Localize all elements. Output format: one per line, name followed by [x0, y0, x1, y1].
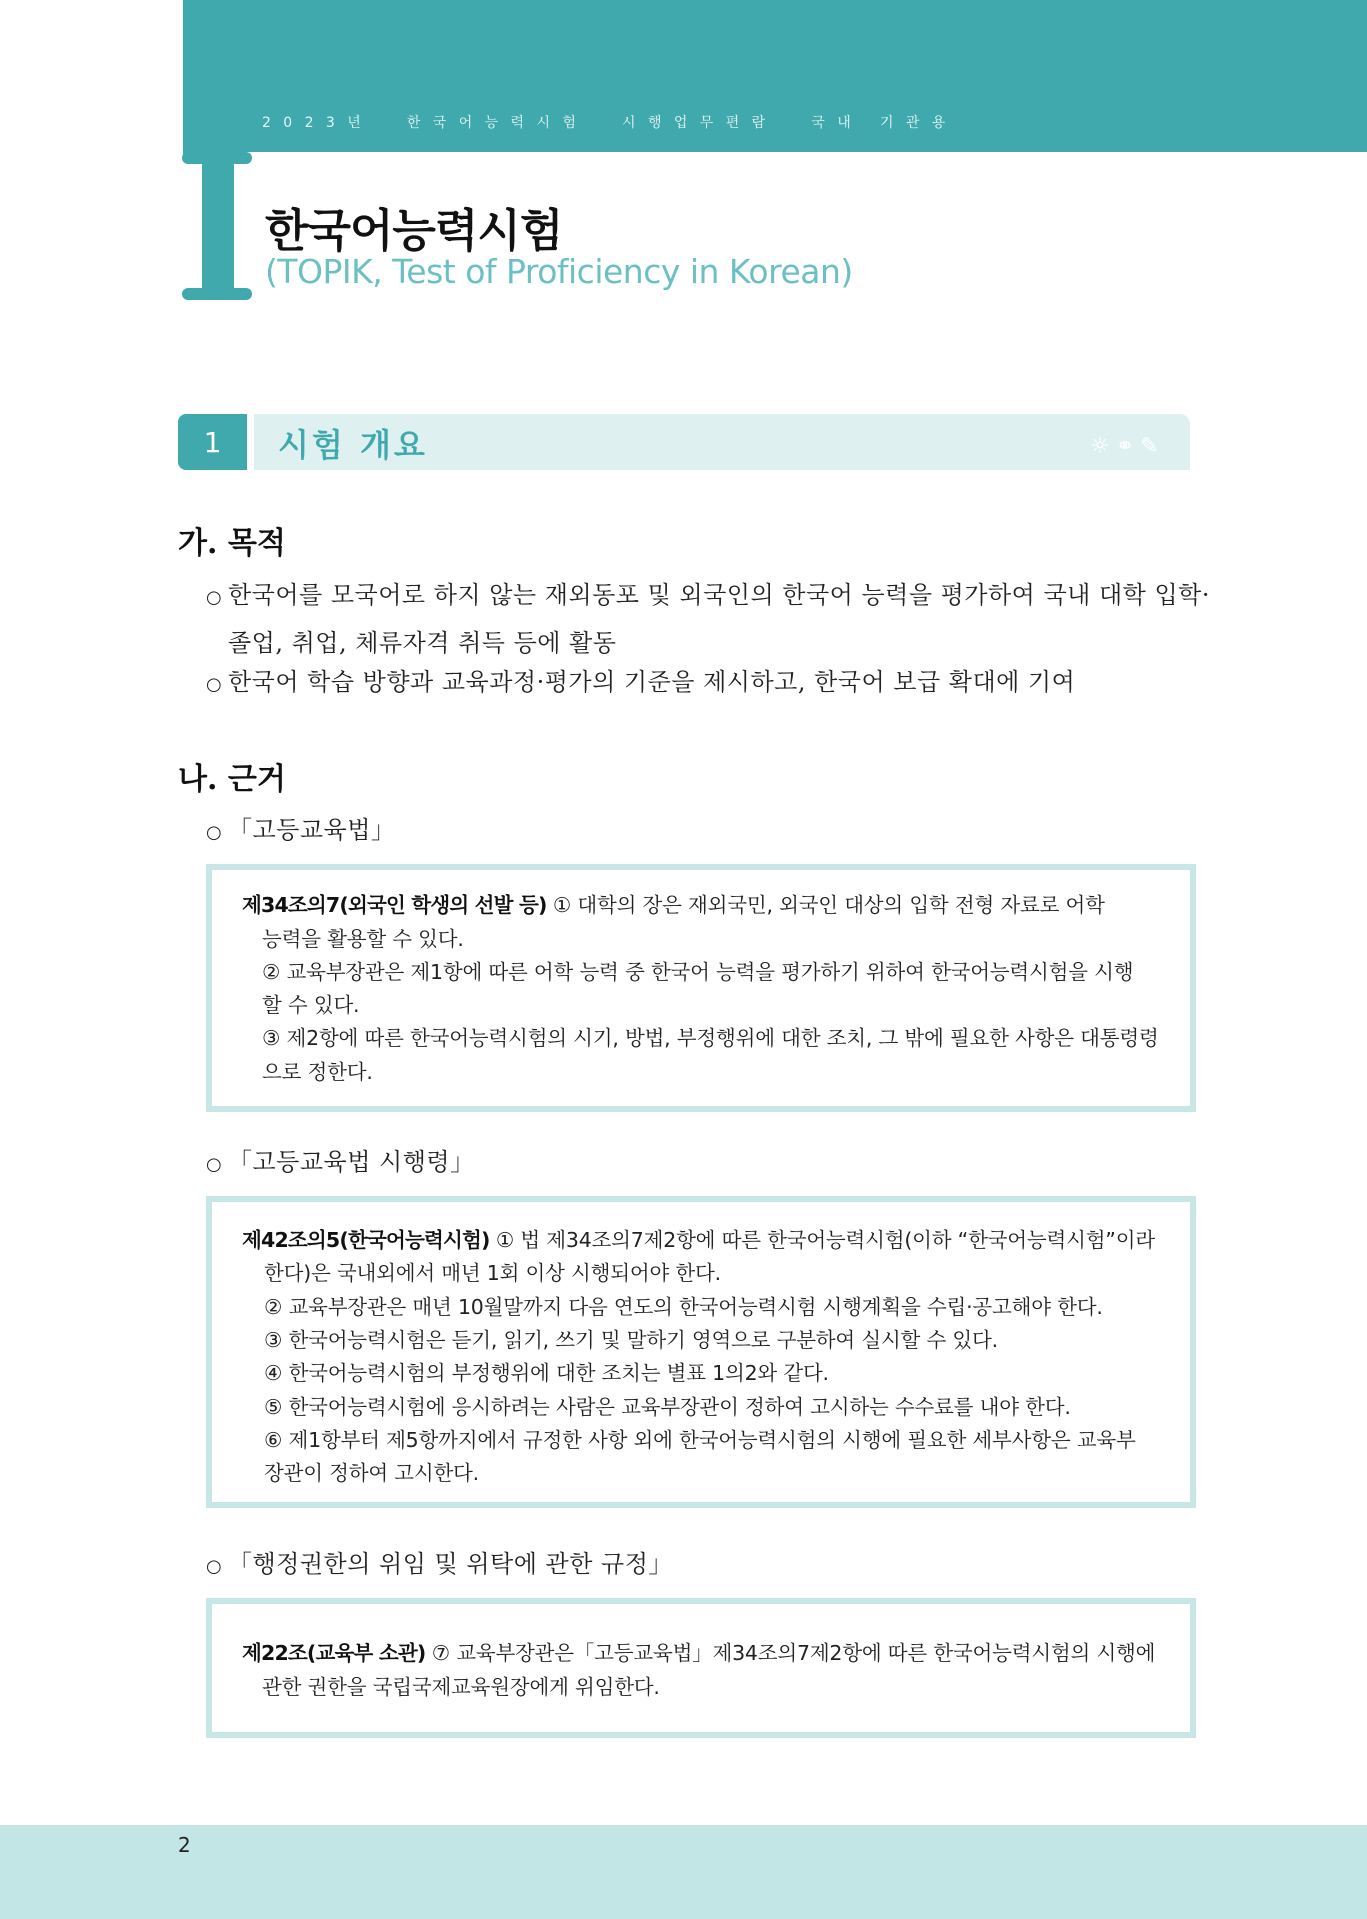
- law-1-line-6: 으로 정한다.: [262, 1060, 373, 1084]
- globe-icon: ⚭: [1115, 434, 1135, 459]
- law-1-line-5: ③ 제2항에 따른 한국어능력시험의 시기, 방법, 부정행위에 대한 조치, 그 밖에 필요한 사항은 대통령령: [262, 1026, 1159, 1050]
- page-number: 2: [178, 1833, 191, 1857]
- purpose-heading: 가. 목적: [178, 526, 286, 561]
- law-name-1: ○ 「고등교육법」: [206, 816, 396, 844]
- law-box-3: [206, 1598, 1196, 1738]
- purpose-item-1-continued: 졸업, 취업, 체류자격 취득 등에 활동: [228, 629, 617, 657]
- law-2-line-8: 장관이 정하여 고시한다.: [264, 1461, 479, 1485]
- law-1-line-3: ② 교육부장관은 제1항에 따른 어학 능력 중 한국어 능력을 평가하기 위하여 한국어능력시험을 시행: [262, 960, 1134, 984]
- law-2-line-3: ② 교육부장관은 매년 10월말까지 다음 연도의 한국어능력시험 시행계획을 수립·공고해야 한다.: [264, 1295, 1103, 1319]
- law-name-2: ○ 「고등교육법 시행령」: [206, 1148, 475, 1176]
- footer-band: [0, 1825, 1367, 1919]
- law-2-line-7: ⑥ 제1항부터 제5항까지에서 규정한 사항 외에 한국어능력시험의 시행에 필요한 세부사항은 교육부: [264, 1428, 1136, 1452]
- law-1-line-1: 제34조의7(외국인 학생의 선발 등) ① 대학의 장은 재외국민, 외국인 대상의 입학 전형 자료로 어학: [242, 893, 1105, 917]
- basis-heading: 나. 근거: [178, 762, 286, 797]
- lightbulb-icon: ☼: [1090, 434, 1110, 459]
- law-3-line-1: 제22조(교육부 소관) ⑦ 교육부장관은「고등교육법」제34조의7제2항에 따른 한국어능력시험의 시행에: [242, 1641, 1156, 1665]
- pencil-note-icon: ✎: [1140, 434, 1159, 459]
- section-number: 1: [178, 414, 247, 470]
- law-2-line-2: 한다)은 국내외에서 매년 1회 이상 시행되어야 한다.: [264, 1261, 721, 1285]
- chapter-title: 한국어능력시험: [265, 204, 563, 257]
- chapter-subtitle: (TOPIK, Test of Proficiency in Korean): [265, 252, 853, 291]
- law-2-line-6: ⑤ 한국어능력시험에 응시하려는 사람은 교육부장관이 정하여 고시하는 수수료를 내야 한다.: [264, 1395, 1071, 1419]
- law-3-line-2: 관한 권한을 국립국제교육원장에게 위임한다.: [262, 1675, 660, 1699]
- section-title: 시험 개요: [278, 426, 428, 464]
- law-1-line-2: 능력을 활용할 수 있다.: [262, 927, 464, 951]
- section-icons: [1090, 436, 1159, 458]
- law-name-3: ○ 「행정권한의 위임 및 위탁에 관한 규정」: [206, 1550, 673, 1578]
- law-2-line-5: ④ 한국어능력시험의 부정행위에 대한 조치는 별표 1의2와 같다.: [264, 1361, 829, 1385]
- law-2-line-1: 제42조의5(한국어능력시험) ① 법 제34조의7제2항에 따른 한국어능력시험(이하 “한국어능력시험”이라: [242, 1228, 1155, 1252]
- purpose-item-1: ○ 한국어를 모국어로 하지 않는 재외동포 및 외국인의 한국어 능력을 평가하여 국내 대학 입학·: [206, 581, 1210, 609]
- law-1-line-4: 할 수 있다.: [262, 993, 360, 1017]
- running-title: 2023년 한국어능력시험 시행업무편람 국내 기관용: [262, 115, 958, 131]
- law-2-line-4: ③ 한국어능력시험은 듣기, 읽기, 쓰기 및 말하기 영역으로 구분하여 실시할 수 있다.: [264, 1328, 998, 1352]
- chapter-numeral-graphic: [182, 152, 252, 300]
- purpose-item-2: ○ 한국어 학습 방향과 교육과정·평가의 기준을 제시하고, 한국어 보급 확대에 기여: [206, 668, 1076, 696]
